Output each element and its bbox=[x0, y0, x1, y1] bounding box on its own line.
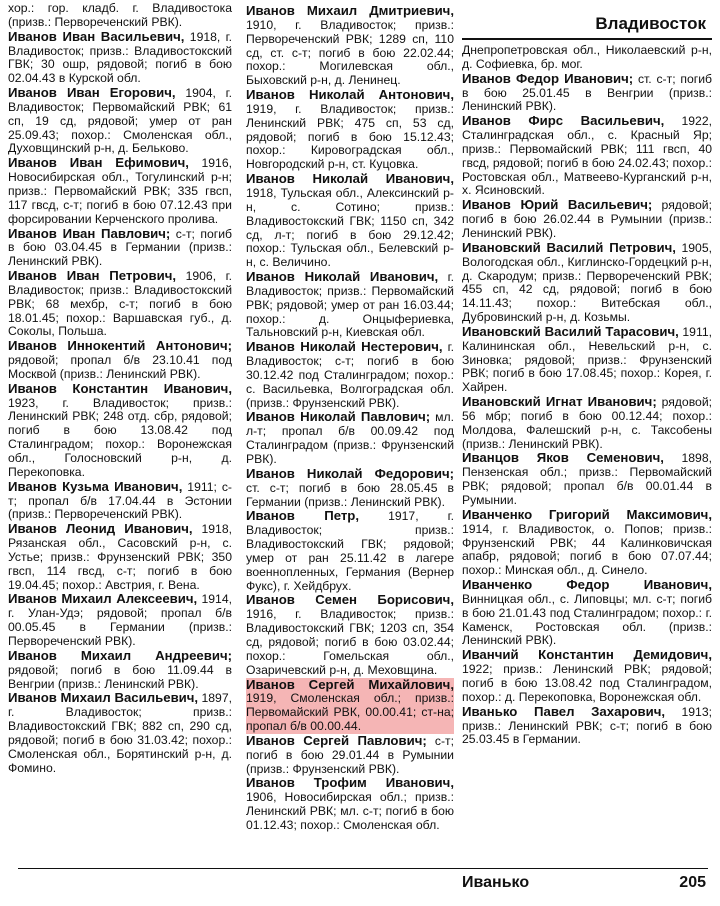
entry bbox=[8, 156, 232, 226]
entry-text: 1898, Пензенская обл.; призв.: Первомайский РВК; рядовой; пропал б/в 00.01.44 в Румынии. bbox=[462, 451, 712, 507]
entry bbox=[8, 522, 232, 592]
entry-text: 1918, г. Владивосток; призв.: Владивостокский ГВК; 30 ошр, рядовой; погиб в бою 02.04.43 в Курской обл. bbox=[8, 29, 232, 86]
entry bbox=[8, 269, 232, 339]
entry-name: Иванов Михаил Алексеевич, bbox=[8, 591, 198, 607]
entry-name: Иванов Иван Петрович, bbox=[8, 268, 177, 284]
entry-text: 1919, г. Владивосток; призв.: Ленинский РВК; 475 сп, 53 сд, рядовой; погиб в бою 15.12.43; похор.: Кировоградская обл., Новгородский р-н, ст. Куцовка. bbox=[246, 101, 454, 172]
entry bbox=[462, 44, 712, 72]
entry-text: 1916, Новосибирская обл., Тогулинский р-н; призв.: Первомайский РВК; 335 гвсп, 117 гвсд, с-т; погиб в бою 07.12.43 при форсировании Керченского пролива. bbox=[8, 156, 232, 226]
column-2 bbox=[246, 4, 454, 833]
entry-text: 1913; призв.: Ленинский РВК; с-т; погиб в бою 25.03.45 в Германии. bbox=[462, 704, 712, 747]
entry-name: Иванов Николай Иванович, bbox=[246, 269, 439, 285]
entry bbox=[246, 270, 454, 340]
entry-name: Иванов Константин Иванович, bbox=[8, 380, 232, 396]
entry-text: рядовой; 56 мбр; погиб в бою 00.12.44; похор.: Молдова, Фалешский р-н, с. Таксобены (призв.: Ленинский РВК). bbox=[462, 395, 713, 451]
entry-name: Иванов Федор Иванович; bbox=[462, 70, 634, 86]
entry bbox=[8, 592, 232, 648]
entry bbox=[246, 776, 454, 832]
footer-running-name: Иванько bbox=[462, 874, 530, 891]
entry-name: Иванов Николай Федорович; bbox=[246, 465, 454, 481]
entry-text: 1914, г. Владивосток, о. Попов; призв.: Фрунзенский РВК; 44 Калинковичская апабр, рядовой; погиб в бою 07.07.44; похор.: Минская обл., д. Синело. bbox=[462, 521, 712, 578]
entry-text: 1923, г. Владивосток; призв.: Ленинский РВК; 248 отд. сбр, рядовой; погиб в бою 13.08.42 под Сталинградом; похор.: Воронежская обл., Голосновский р-н, д. Перекоповка. bbox=[8, 395, 232, 479]
entry bbox=[8, 86, 232, 156]
entry bbox=[462, 325, 712, 395]
entry-text: Винницкая обл., с. Липовцы; мл. с-т; погиб в бою 21.01.43 под Сталинградом; похор.: г. Каменск, Ростовская обл. (призв.: Ленинский РВК). bbox=[462, 591, 712, 648]
entry bbox=[246, 734, 454, 777]
entry-name: Иванов Иван Егорович, bbox=[8, 85, 176, 101]
entry-name: Иванов Иван Васильевич, bbox=[8, 28, 185, 44]
entry-name: Иванчий Константин Демидович, bbox=[462, 647, 712, 663]
entry-text: рядовой; пропал б/в 23.10.41 под Москвой (призв.: Ленинский РВК). bbox=[8, 353, 232, 381]
entry-text: 1911; с-т; пропал б/в 17.04.44 в Эстонии (призв.: Первореченский РВК). bbox=[8, 479, 232, 522]
entry-text: 1905, Вологодская обл., Киглинско-Гордецкий р-н, д. Скародум; призв.: Первореченский РВК; 455 сп, 42 сд, рядовой; погиб в бою 14.11.43; похор.: Витебская обл., Дубровинский р-н, д. Козьмы. bbox=[462, 240, 713, 325]
entry bbox=[462, 451, 712, 507]
entry bbox=[462, 705, 712, 748]
entry-name: Иванов Михаил Андреевич; bbox=[8, 647, 232, 663]
entry-text: 1918, Рязанская обл., Сасовский р-н, с. Устье; призв.: Фрунзенский РВК; 350 гвсп, 114 гвсд, с-т; погиб в бою 19.04.45; похор.: Австрия, г. Вена. bbox=[8, 522, 232, 592]
entry-text: мл. л-т; пропал б/в 00.09.42 под Сталинградом (призв.: Фрунзенский РВК). bbox=[246, 410, 455, 466]
entry-name: Иванов Юрий Васильевич; bbox=[462, 197, 653, 213]
page-number: 205 bbox=[679, 874, 706, 891]
entry bbox=[246, 88, 454, 172]
entry-name: Ивановский Василий Петрович, bbox=[462, 239, 676, 255]
entry-text: 1906, Новосибирская обл.; призв.: Ленинский РВК; мл. с-т; погиб в бою 01.12.43; похор.: Смоленская обл. bbox=[246, 790, 454, 832]
entry-text: с-т; погиб в бою 29.01.44 в Румынии (призв.: Фрунзенский РВК). bbox=[246, 733, 454, 776]
entry bbox=[462, 114, 712, 198]
entry-name: Иванов Иннокентий Антонович; bbox=[8, 338, 232, 354]
entry bbox=[8, 339, 232, 382]
entry bbox=[246, 340, 454, 410]
entry bbox=[246, 678, 454, 734]
entry-text: рядовой; погиб в бою 11.09.44 в Венгрии (призв.: Ленинский РВК). bbox=[8, 662, 232, 691]
entry-name: Иванов Михаил Дмитриевич, bbox=[246, 3, 454, 18]
entry-name: Иванов Иван Ефимович, bbox=[8, 155, 189, 171]
entry bbox=[8, 30, 232, 86]
entry-name: Иванов Фирс Васильевич, bbox=[462, 113, 665, 129]
entry-text: 1911, Калининская обл., Невельский р-н, с. Зиновка; рядовой; призв.: Фрунзенский РВК; погиб в бою 17.08.45; похор.: Корея, г. Хайрен. bbox=[462, 324, 712, 395]
entry-name: Иванов Николай Иванович, bbox=[246, 171, 454, 187]
entry-name: Иванченко Федор Иванович, bbox=[462, 577, 712, 593]
entry-text: 1906, г. Владивосток; призв.: Владивостокский РВК; 68 мехбр, с-т; погиб в бою 18.01.45; похор.: Варшавская губ., д. Соколы, Польша. bbox=[8, 269, 232, 339]
entry-name: Иванов Трофим Иванович, bbox=[246, 775, 454, 791]
entry-name: Иванов Семен Борисович, bbox=[246, 592, 454, 608]
entry bbox=[462, 241, 712, 325]
entry bbox=[462, 578, 712, 648]
entry bbox=[246, 410, 454, 466]
entry bbox=[8, 2, 232, 30]
entry-text: 1904, г. Владивосток; Первомайский РВК; 61 сп, 19 сд, рядовой; умер от ран 25.09.43; похор.: Смоленская обл., Духовщинский р-н, д. Бельково. bbox=[8, 86, 232, 156]
entry-text: 1919, Смоленская обл.; призв.: Первомайский РВК, 00.00.41; ст-на; пропал б/в 00.00.44. bbox=[246, 691, 454, 734]
entry bbox=[462, 72, 712, 115]
entry-name: Иванцов Яков Семенович, bbox=[462, 450, 664, 466]
entry bbox=[246, 172, 454, 270]
entry-name: Иванов Сергей Павлович; bbox=[246, 732, 427, 748]
entry bbox=[8, 480, 232, 523]
entry-text: 1914, г. Улан-Удэ; рядовой; пропал б/в 00.05.45 в Германии (призв.: Первореченский РВК). bbox=[8, 592, 232, 648]
entry-text: рядовой; погиб в бою 26.02.44 в Румынии (призв.: Ленинский РВК). bbox=[462, 198, 712, 240]
entry-text: г. Владивосток; с-т; погиб в бою 30.12.42 под Сталинградом; похор.: с. Васильевка, Волгоградская обл. (призв.: Фрунзенский РВК). bbox=[246, 340, 454, 410]
entry-text: 1918, Тульская обл., Алексинский р-н, с. Сотино; призв.: Владивостокский ГВК; 1150 сп, 342 сд, л-т; погиб в бою 29.12.42; похор.: Тульская обл., Белевский р-н, с. Величино. bbox=[246, 185, 454, 270]
running-head: Владивосток bbox=[595, 14, 706, 33]
entry-text: 1916, г. Владивосток; призв.: Владивостокский ГВК; 1203 сп, 354 сд, рядовой; погиб в бою 03.02.44; похор.: Гомельская обл., Озаричевский р-н, д. Меховщина. bbox=[246, 607, 454, 677]
entry bbox=[8, 382, 232, 480]
entry-name: Ивановский Василий Тарасович, bbox=[462, 323, 679, 339]
entry-text: 1917, г. Владивосток; призв.: Владивостокский ГВК; рядовой; умер от ран 25.11.42 в лагере военнопленных, Германия (Вернер Фукс), г. Хейдбрух. bbox=[246, 509, 454, 593]
entry bbox=[246, 4, 454, 88]
entry-text: ст. с-т; погиб в бою 28.05.45 в Германии (призв.: Ленинский РВК). bbox=[246, 480, 454, 509]
entry bbox=[8, 649, 232, 692]
entry-name: Иванов Петр, bbox=[246, 508, 360, 524]
entry-text: хор.: гор. кладб. г. Владивостока (призв.: Первореченский РВК). bbox=[8, 1, 232, 29]
entry-name: Иванченко Григорий Максимович, bbox=[462, 506, 712, 522]
entry bbox=[462, 648, 712, 704]
entry-name: Иванов Николай Антонович, bbox=[246, 87, 454, 103]
entry-name: Иванов Николай Нестерович, bbox=[246, 339, 443, 355]
entry-text: с-т; погиб в бою 03.04.45 в Германии (призв.: Ленинский РВК). bbox=[8, 226, 232, 269]
entry bbox=[462, 395, 712, 451]
entry-name: Иванов Сергей Михайлович, bbox=[246, 676, 454, 692]
entry-text: 1922, Сталинградская обл., с. Красный Яр; призв.: Первомайский РВК; 111 гвсп, 40 гвсд, рядовой; погиб в бою 24.02.43; похор.: Ростовская обл., Матвеево-Курганский р-н, х. Ясиновский. bbox=[462, 114, 712, 198]
entry-name: Иванов Николай Павлович; bbox=[246, 409, 431, 425]
entry-name: Иванов Иван Павлович; bbox=[8, 225, 171, 241]
entry-name: Ивановский Игнат Иванович; bbox=[462, 394, 657, 410]
entry bbox=[246, 593, 454, 677]
entry-text: ст. с-т; погиб в бою 25.01.45 в Венгрии (призв.: Ленинский РВК). bbox=[462, 71, 712, 114]
entry-name: Иванов Михаил Васильевич, bbox=[8, 690, 199, 706]
entry bbox=[246, 509, 454, 593]
entry-text: г. Владивосток; призв.: Первомайский РВК; рядовой; умер от ран 16.03.44; похор.: д. Онцыфериевка, Тальновский р-н, Киевская обл. bbox=[246, 270, 454, 340]
entry-text: 1897, г. Владивосток; призв.: Владивостокский ГВК; 882 сп, 290 сд, рядовой; погиб в бою 31.03.42; похор.: Смоленская обл., Борятинский р-н, д. Фомино. bbox=[8, 691, 232, 775]
entry-text: 1910, г. Владивосток; призв.: Первореченский РВК; 1289 сп, 110 сд, ст. с-т; погиб в бою 22.02.44; похор.: Могилевская обл., Быховский р-н, д. Ленинец. bbox=[246, 17, 454, 88]
entry bbox=[462, 198, 712, 241]
entry-text: 1922; призв.: Ленинский РВК; рядовой; погиб в бою 13.08.42 под Сталинградом, похор.: д. Перекоповка, Воронежская обл. bbox=[462, 662, 712, 704]
entry bbox=[246, 467, 454, 510]
entry bbox=[462, 508, 712, 578]
entry-name: Иванов Леонид Иванович, bbox=[8, 521, 193, 537]
header-rule bbox=[462, 38, 712, 40]
column-1 bbox=[8, 2, 232, 775]
entry-name: Иванько Павел Захарович, bbox=[462, 703, 666, 719]
column-3 bbox=[462, 44, 712, 747]
entry-text: Днепропетровская обл., Николаевский р-н, д. Софиевка, бр. мог. bbox=[462, 43, 712, 71]
entry bbox=[8, 691, 232, 775]
entry-name: Иванов Кузьма Иванович, bbox=[8, 478, 183, 494]
entry bbox=[8, 227, 232, 270]
footer-rule bbox=[18, 868, 708, 869]
